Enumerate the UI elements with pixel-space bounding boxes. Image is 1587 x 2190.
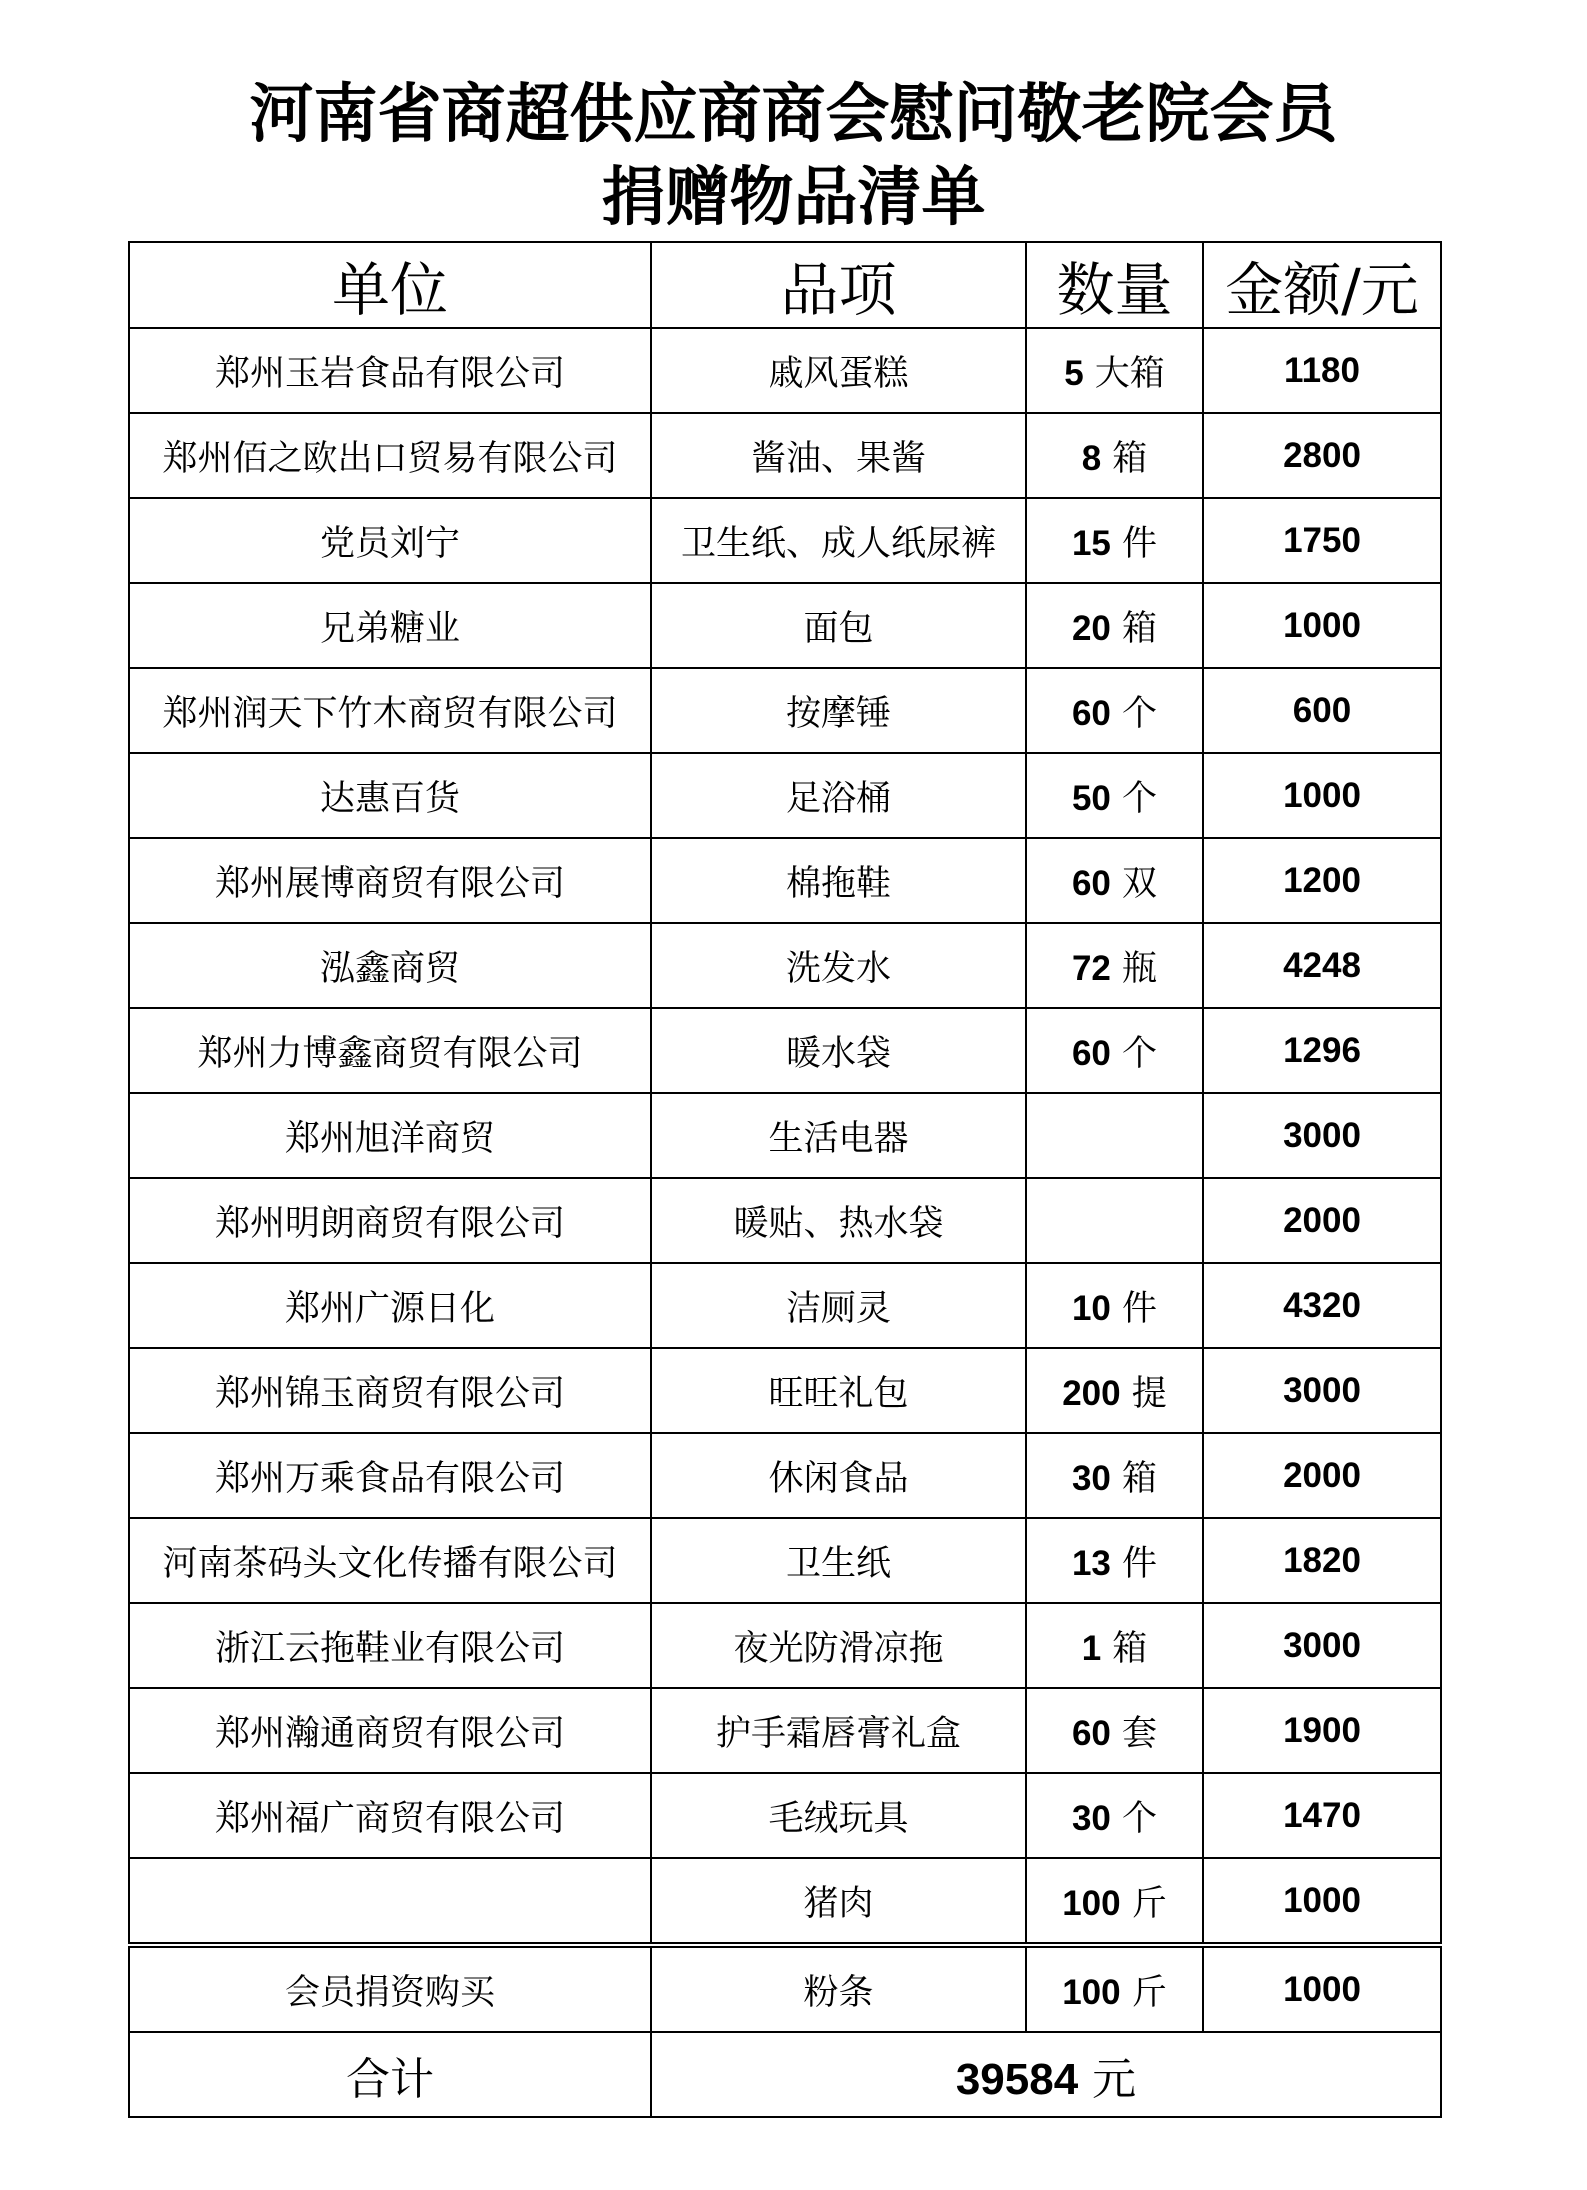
table-row xyxy=(129,1093,1441,1178)
item-cell: 面包 xyxy=(651,583,1026,668)
quantity-cell xyxy=(1026,668,1203,753)
item-cell: 戚风蛋糕 xyxy=(651,328,1026,413)
quantity-cell xyxy=(1026,753,1203,838)
unit-cell: 郑州锦玉商贸有限公司 xyxy=(129,1348,651,1433)
amount-cell: 4248 xyxy=(1203,923,1441,1008)
quantity-unit: 箱 xyxy=(1122,608,1158,649)
table-row xyxy=(129,1773,1441,1858)
quantity-number: 30 xyxy=(1071,1798,1111,1838)
total-row xyxy=(129,2032,1441,2117)
quantity-unit: 箱 xyxy=(1112,1628,1148,1669)
item-cell: 棉拖鞋 xyxy=(651,838,1026,923)
item-cell: 夜光防滑凉拖 xyxy=(651,1603,1026,1688)
document-title-line2: 捐赠物品清单 xyxy=(601,161,986,235)
table-row xyxy=(129,1603,1441,1688)
item-cell: 洗发水 xyxy=(651,923,1026,1008)
amount-cell: 3000 xyxy=(1203,1093,1441,1178)
unit-cell: 河南茶码头文化传播有限公司 xyxy=(129,1518,651,1603)
unit-cell: 兄弟糖业 xyxy=(129,583,651,668)
quantity-number: 8 xyxy=(1081,438,1102,478)
header-unit: 单位 xyxy=(129,242,651,328)
table-row xyxy=(129,1348,1441,1433)
amount-cell: 1750 xyxy=(1203,498,1441,583)
amount-cell: 1000 xyxy=(1203,1858,1441,1943)
amount-cell: 4320 xyxy=(1203,1263,1441,1348)
amount-cell: 1470 xyxy=(1203,1773,1441,1858)
table-row xyxy=(129,1433,1441,1518)
unit-cell: 党员刘宁 xyxy=(129,498,651,583)
total-value: 39584 xyxy=(955,2054,1079,2104)
quantity-number: 13 xyxy=(1071,1543,1111,1583)
quantity-cell xyxy=(1026,1008,1203,1093)
amount-cell: 600 xyxy=(1203,668,1441,753)
quantity-cell xyxy=(1026,1348,1203,1433)
unit-cell: 郑州广源日化 xyxy=(129,1263,651,1348)
unit-cell: 达惠百货 xyxy=(129,753,651,838)
table-row xyxy=(129,838,1441,923)
quantity-cell xyxy=(1026,1603,1203,1688)
item-cell: 酱油、果酱 xyxy=(651,413,1026,498)
amount-cell: 1820 xyxy=(1203,1518,1441,1603)
header-amount: 金额/元 xyxy=(1203,242,1441,328)
item-cell: 暖贴、热水袋 xyxy=(651,1178,1026,1263)
unit-cell: 郑州润天下竹木商贸有限公司 xyxy=(129,668,651,753)
table-row xyxy=(129,1008,1441,1093)
amount-cell: 1296 xyxy=(1203,1008,1441,1093)
quantity-cell xyxy=(1026,1858,1203,1943)
amount-cell: 3000 xyxy=(1203,1348,1441,1433)
quantity-cell xyxy=(1026,1947,1203,2032)
amount-cell: 2000 xyxy=(1203,1178,1441,1263)
unit-cell: 郑州力博鑫商贸有限公司 xyxy=(129,1008,651,1093)
amount-cell: 1000 xyxy=(1203,1947,1441,2032)
unit-cell: 郑州旭洋商贸 xyxy=(129,1093,651,1178)
total-value-cell xyxy=(651,2032,1441,2117)
unit-cell: 郑州瀚通商贸有限公司 xyxy=(129,1688,651,1773)
document-title-line1: 河南省商超供应商商会慰问敬老院会员 xyxy=(249,78,1338,152)
item-cell: 足浴桶 xyxy=(651,753,1026,838)
amount-cell: 2000 xyxy=(1203,1433,1441,1518)
quantity-cell xyxy=(1026,1688,1203,1773)
amount-cell: 2800 xyxy=(1203,413,1441,498)
amount-cell: 1000 xyxy=(1203,753,1441,838)
quantity-number: 60 xyxy=(1071,1033,1111,1073)
quantity-unit: 个 xyxy=(1122,1798,1158,1839)
total-currency: 元 xyxy=(1092,2053,1137,2105)
quantity-cell xyxy=(1026,1433,1203,1518)
quantity-cell xyxy=(1026,498,1203,583)
table-row xyxy=(129,498,1441,583)
quantity-number: 200 xyxy=(1062,1373,1121,1413)
amount-cell: 1200 xyxy=(1203,838,1441,923)
quantity-cell xyxy=(1026,413,1203,498)
quantity-number: 60 xyxy=(1071,1713,1111,1753)
amount-cell: 1180 xyxy=(1203,328,1441,413)
unit-cell: 会员捐资购买 xyxy=(129,1947,651,2032)
unit-cell: 郑州佰之欧出口贸易有限公司 xyxy=(129,413,651,498)
table-row xyxy=(129,413,1441,498)
donation-table xyxy=(128,241,1442,1944)
table-row xyxy=(129,1858,1441,1943)
amount-cell: 1900 xyxy=(1203,1688,1441,1773)
item-cell: 洁厕灵 xyxy=(651,1263,1026,1348)
table-row xyxy=(129,328,1441,413)
header-item: 品项 xyxy=(651,242,1026,328)
quantity-cell xyxy=(1026,923,1203,1008)
amount-cell: 3000 xyxy=(1203,1603,1441,1688)
quantity-unit: 件 xyxy=(1122,1288,1158,1329)
item-cell: 卫生纸 xyxy=(651,1518,1026,1603)
quantity-unit: 双 xyxy=(1122,863,1158,904)
amount-cell: 1000 xyxy=(1203,583,1441,668)
quantity-cell xyxy=(1026,583,1203,668)
quantity-unit: 斤 xyxy=(1131,1972,1167,2013)
table-row xyxy=(129,1688,1441,1773)
quantity-number: 72 xyxy=(1071,948,1111,988)
quantity-number: 15 xyxy=(1071,523,1111,563)
table-row xyxy=(129,753,1441,838)
item-cell: 卫生纸、成人纸尿裤 xyxy=(651,498,1026,583)
total-label: 合计 xyxy=(129,2032,651,2117)
quantity-number: 20 xyxy=(1071,608,1111,648)
unit-cell: 浙江云拖鞋业有限公司 xyxy=(129,1603,651,1688)
quantity-unit: 箱 xyxy=(1112,438,1148,479)
quantity-cell xyxy=(1026,838,1203,923)
quantity-number: 100 xyxy=(1062,1972,1121,2012)
member-purchase-row xyxy=(129,1947,1441,2032)
quantity-unit: 箱 xyxy=(1122,1458,1158,1499)
quantity-cell xyxy=(1026,1178,1203,1263)
item-cell: 生活电器 xyxy=(651,1093,1026,1178)
quantity-unit: 瓶 xyxy=(1122,948,1158,989)
unit-cell xyxy=(129,1858,651,1943)
unit-cell: 郑州万乘食品有限公司 xyxy=(129,1433,651,1518)
table-row xyxy=(129,1518,1441,1603)
quantity-cell xyxy=(1026,1518,1203,1603)
header-quantity: 数量 xyxy=(1026,242,1203,328)
quantity-unit: 件 xyxy=(1122,1543,1158,1584)
quantity-number: 50 xyxy=(1071,778,1111,818)
quantity-unit: 大箱 xyxy=(1094,353,1165,394)
quantity-cell xyxy=(1026,1263,1203,1348)
table-row xyxy=(129,668,1441,753)
quantity-number: 60 xyxy=(1071,863,1111,903)
quantity-number: 30 xyxy=(1071,1458,1111,1498)
item-cell: 按摩锤 xyxy=(651,668,1026,753)
table-header-row xyxy=(129,242,1441,328)
quantity-unit: 件 xyxy=(1122,523,1158,564)
quantity-number: 100 xyxy=(1062,1883,1121,1923)
unit-cell: 郑州玉岩食品有限公司 xyxy=(129,328,651,413)
quantity-number: 5 xyxy=(1064,353,1084,393)
item-cell: 猪肉 xyxy=(651,1858,1026,1943)
unit-cell: 郑州明朗商贸有限公司 xyxy=(129,1178,651,1263)
quantity-unit: 套 xyxy=(1122,1713,1158,1754)
item-cell: 粉条 xyxy=(651,1947,1026,2032)
item-cell: 暖水袋 xyxy=(651,1008,1026,1093)
unit-cell: 郑州展博商贸有限公司 xyxy=(129,838,651,923)
table-row xyxy=(129,583,1441,668)
quantity-unit: 提 xyxy=(1131,1373,1167,1414)
quantity-cell xyxy=(1026,1773,1203,1858)
table-row xyxy=(129,923,1441,1008)
item-cell: 旺旺礼包 xyxy=(651,1348,1026,1433)
item-cell: 休闲食品 xyxy=(651,1433,1026,1518)
quantity-cell xyxy=(1026,1093,1203,1178)
quantity-number: 60 xyxy=(1071,693,1111,733)
quantity-number: 1 xyxy=(1081,1628,1102,1668)
item-cell: 护手霜唇膏礼盒 xyxy=(651,1688,1026,1773)
unit-cell: 郑州福广商贸有限公司 xyxy=(129,1773,651,1858)
table-row xyxy=(129,1178,1441,1263)
unit-cell: 泓鑫商贸 xyxy=(129,923,651,1008)
quantity-unit: 个 xyxy=(1122,778,1158,819)
quantity-unit: 斤 xyxy=(1131,1883,1167,1924)
quantity-cell xyxy=(1026,328,1203,413)
item-cell: 毛绒玩具 xyxy=(651,1773,1026,1858)
quantity-number: 10 xyxy=(1071,1288,1111,1328)
quantity-unit: 个 xyxy=(1122,693,1158,734)
summary-table xyxy=(128,1946,1442,2118)
quantity-unit: 个 xyxy=(1122,1033,1158,1074)
table-row xyxy=(129,1263,1441,1348)
